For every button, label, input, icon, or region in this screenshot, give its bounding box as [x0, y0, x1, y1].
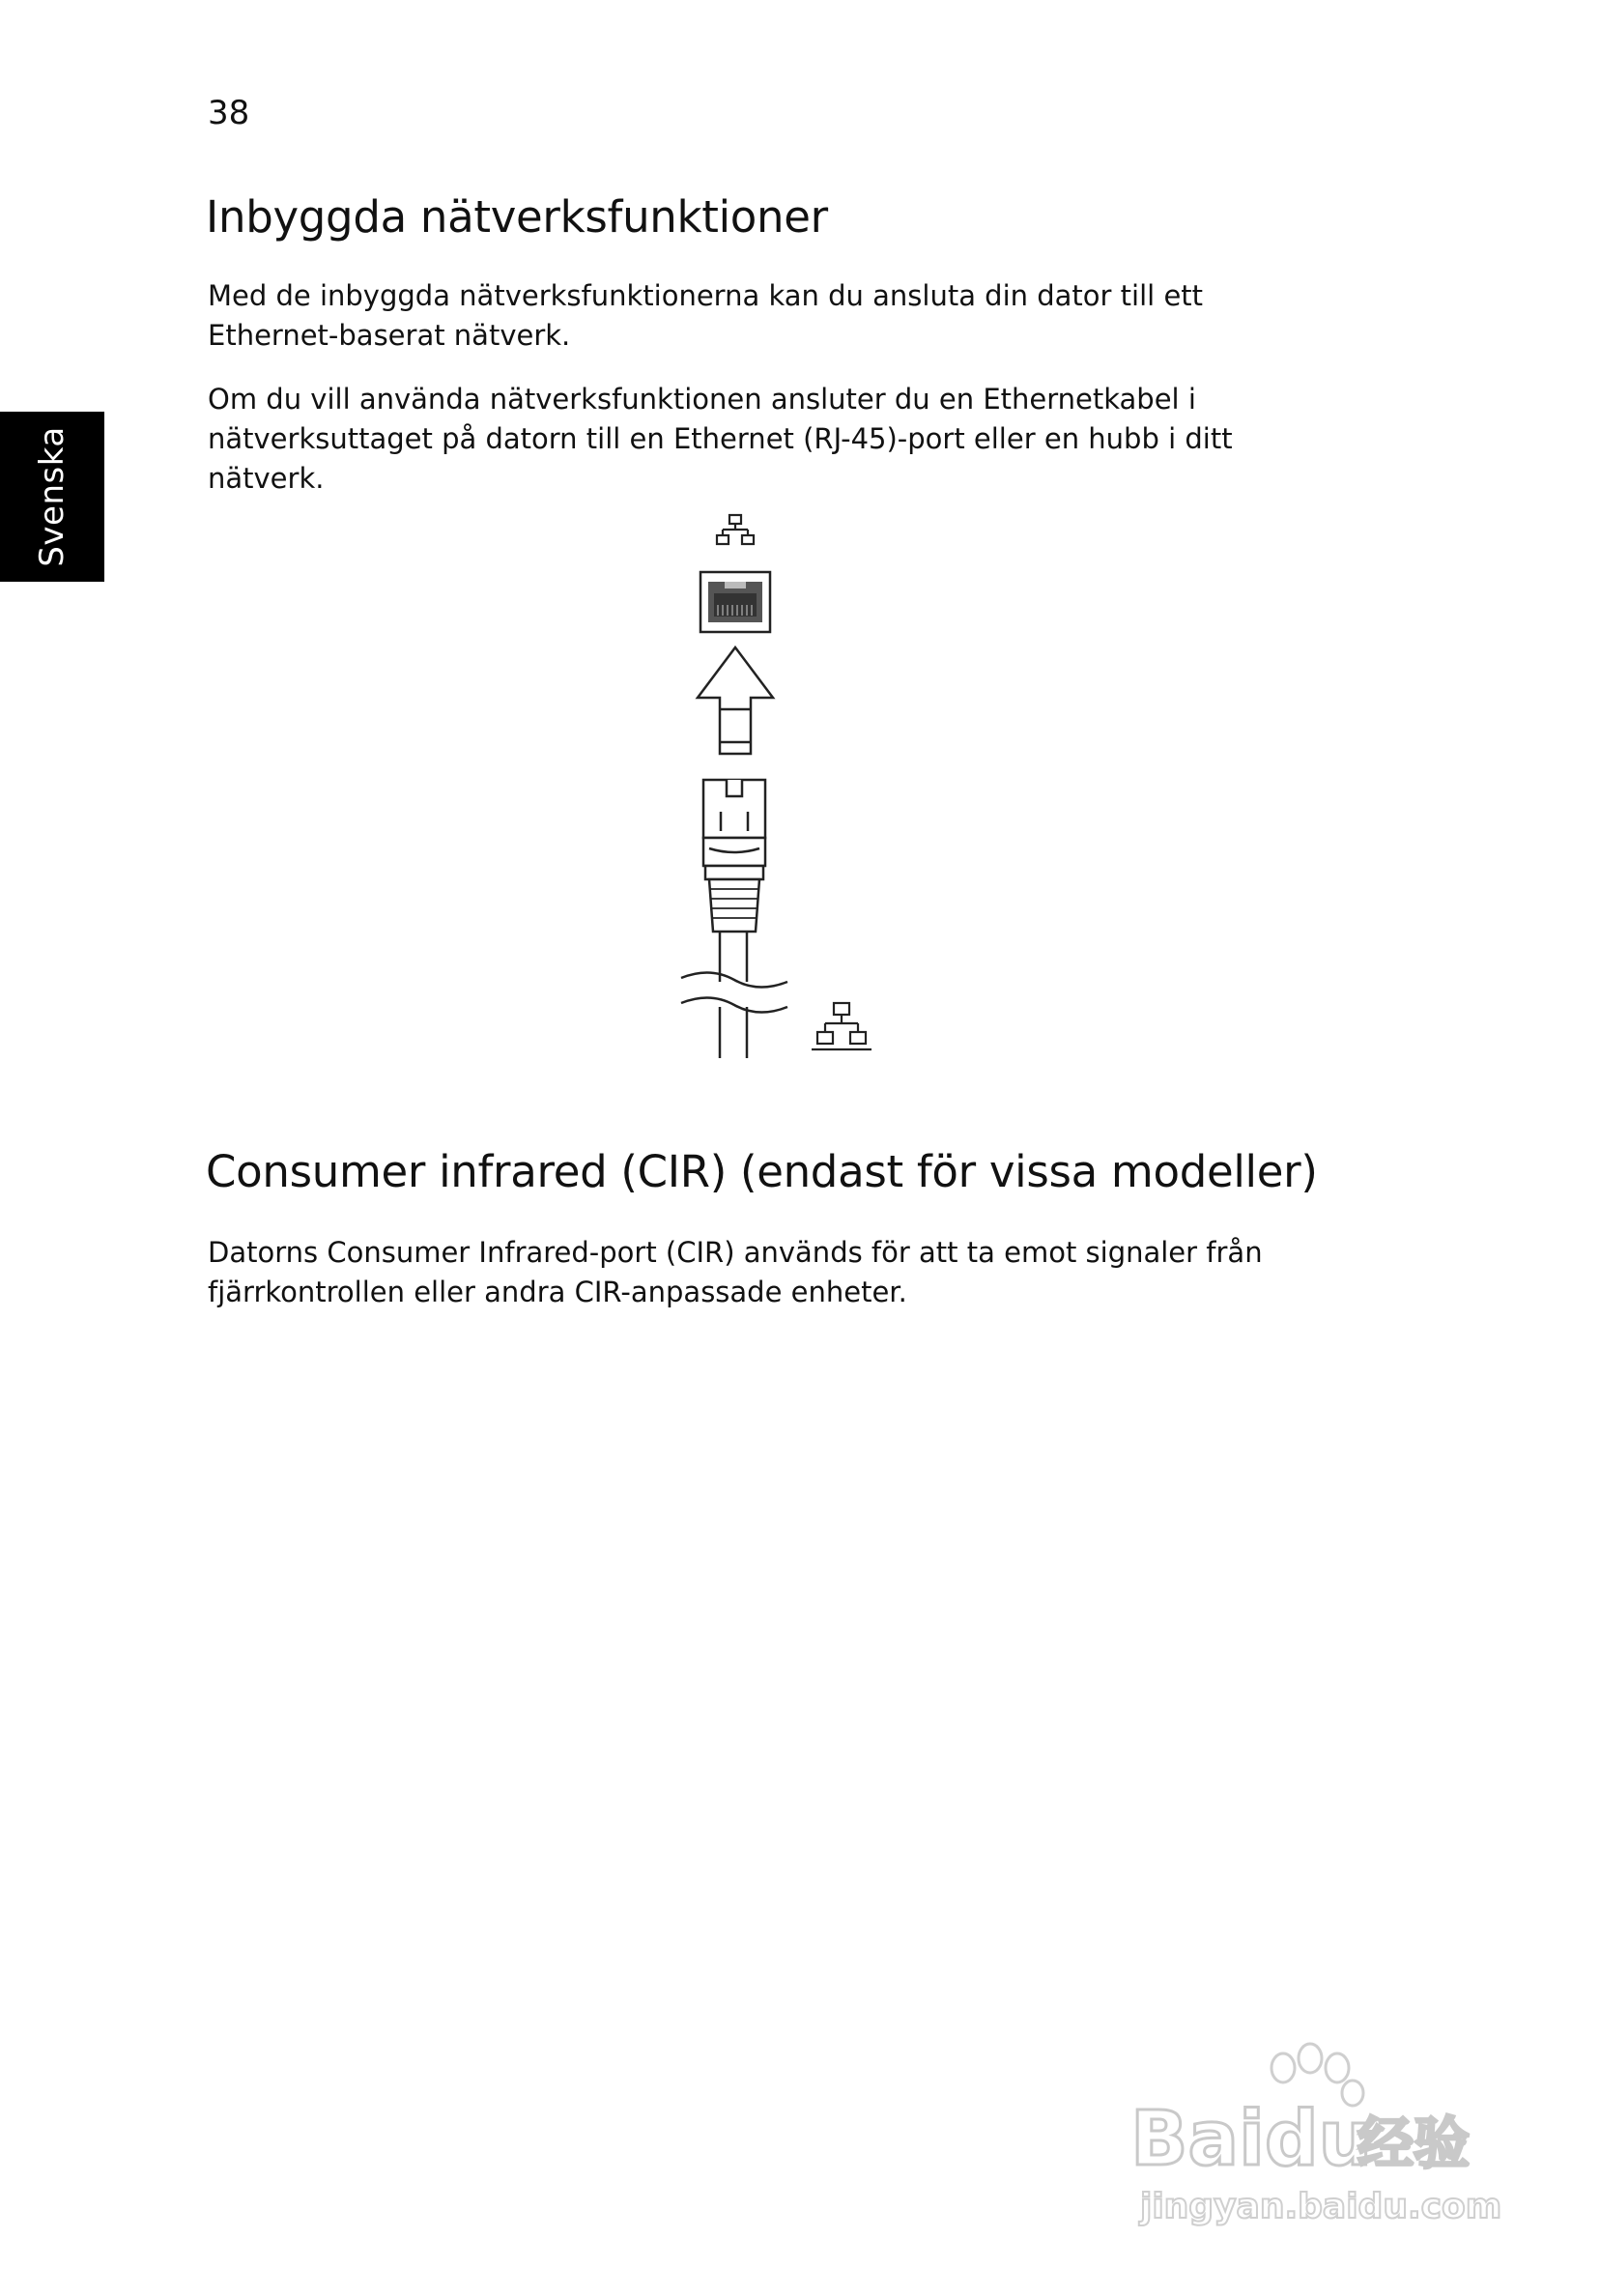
network-icon — [812, 1003, 871, 1049]
up-arrow-icon — [698, 647, 773, 754]
cir-paragraph-1: Datorns Consumer Infrared-port (CIR) används för att ta emot signaler från fjärrkontrollen eller andra CIR-anpassade enheter. — [208, 1236, 1263, 1308]
language-tab-label: Svenska — [33, 426, 71, 567]
network-paragraph-2: Om du vill använda nätverksfunktionen ansluter du en Ethernetkabel i nätverksuttaget på datorn till en Ethernet (RJ-45)-port eller en hubb i ditt nätverk. — [208, 383, 1233, 495]
section-heading-cir: Consumer infrared (CIR) (endast för vissa modeller) — [206, 1146, 1318, 1197]
watermark-brand: Baidu — [1130, 2096, 1373, 2183]
rj45-port-icon — [700, 572, 770, 632]
cable-icon — [681, 932, 787, 1058]
language-tab — [0, 412, 104, 582]
baidu-watermark — [1121, 2039, 1507, 2232]
rj45-plug-icon — [703, 780, 765, 932]
network-icon — [717, 515, 754, 544]
section-heading-network: Inbyggda nätverksfunktioner — [206, 191, 828, 243]
network-paragraph-1: Med de inbyggda nätverksfunktionerna kan du ansluta din dator till ett Ethernet-baserat nätverk. — [208, 279, 1204, 352]
ethernet-connection-figure — [667, 512, 899, 1063]
page-number: 38 — [208, 94, 250, 132]
watermark-url: jingyan.baidu.com — [1140, 2187, 1502, 2226]
watermark-brand-suffix: 经验 — [1357, 2110, 1471, 2176]
